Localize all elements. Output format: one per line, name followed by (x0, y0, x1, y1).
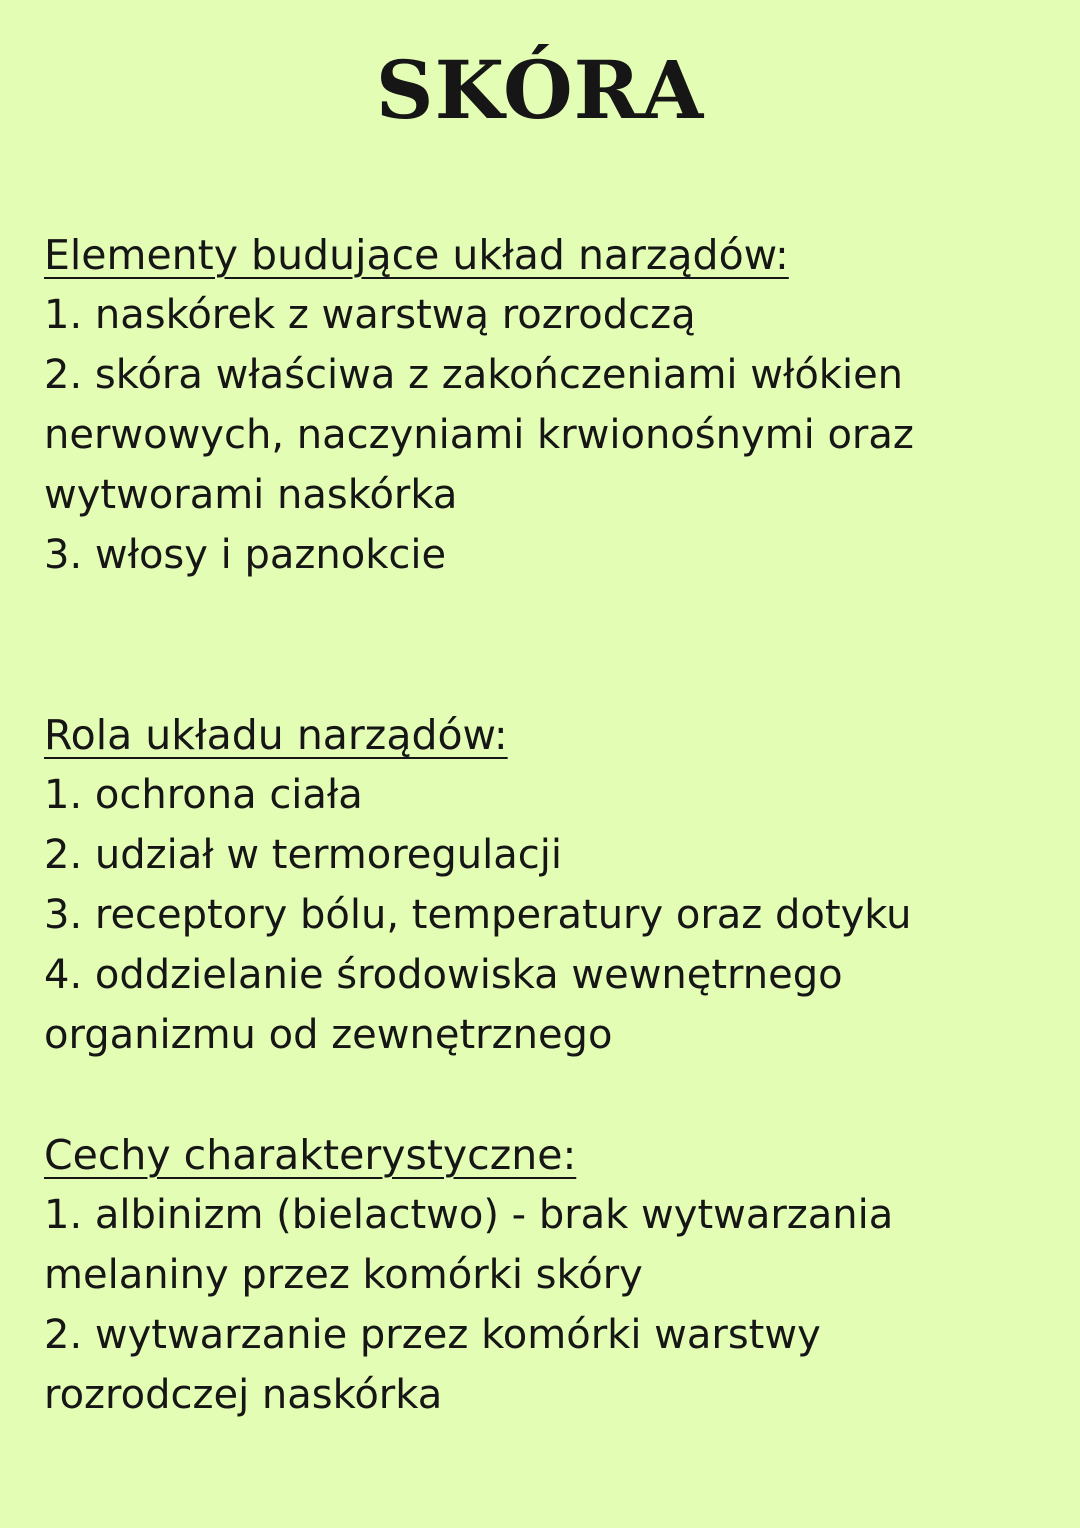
list-item: nerwowych, naczyniami krwionośnymi oraz (44, 412, 914, 458)
section-heading: Cechy charakterystyczne: (44, 1131, 577, 1179)
list-item: organizmu od zewnętrznego (44, 1012, 613, 1058)
list-item: wytworami naskórka (44, 472, 458, 518)
list (44, 1185, 1044, 1425)
list-item: 1. ochrona ciała (44, 772, 363, 818)
section-heading: Elementy budujące układ narządów: (44, 231, 789, 279)
list-item: 3. receptory bólu, temperatury oraz dotyku (44, 892, 912, 938)
list-item: 3. włosy i paznokcie (44, 532, 447, 578)
page-title: SKÓRA (375, 43, 705, 137)
section-heading: Rola układu narządów: (44, 711, 508, 759)
list (44, 285, 1044, 585)
list-item: melaniny przez komórki skóry (44, 1252, 643, 1298)
list-item: 2. skóra właściwa z zakończeniami włókien (44, 352, 904, 398)
list (44, 765, 1044, 1065)
list-item: 1. albinizm (bielactwo) - brak wytwarzania (44, 1192, 894, 1238)
section-organ-elements (44, 225, 1044, 585)
list-item: 1. naskórek z warstwą rozrodczą (44, 292, 696, 338)
list-item: 2. wytwarzanie przez komórki warstwy (44, 1312, 821, 1358)
list-item: 4. oddzielanie środowiska wewnętrnego (44, 952, 843, 998)
section-organ-role (44, 705, 1044, 1065)
list-item: rozrodczej naskórka (44, 1372, 443, 1418)
section-characteristics (44, 1125, 1044, 1425)
list-item: 2. udział w termoregulacji (44, 832, 562, 878)
